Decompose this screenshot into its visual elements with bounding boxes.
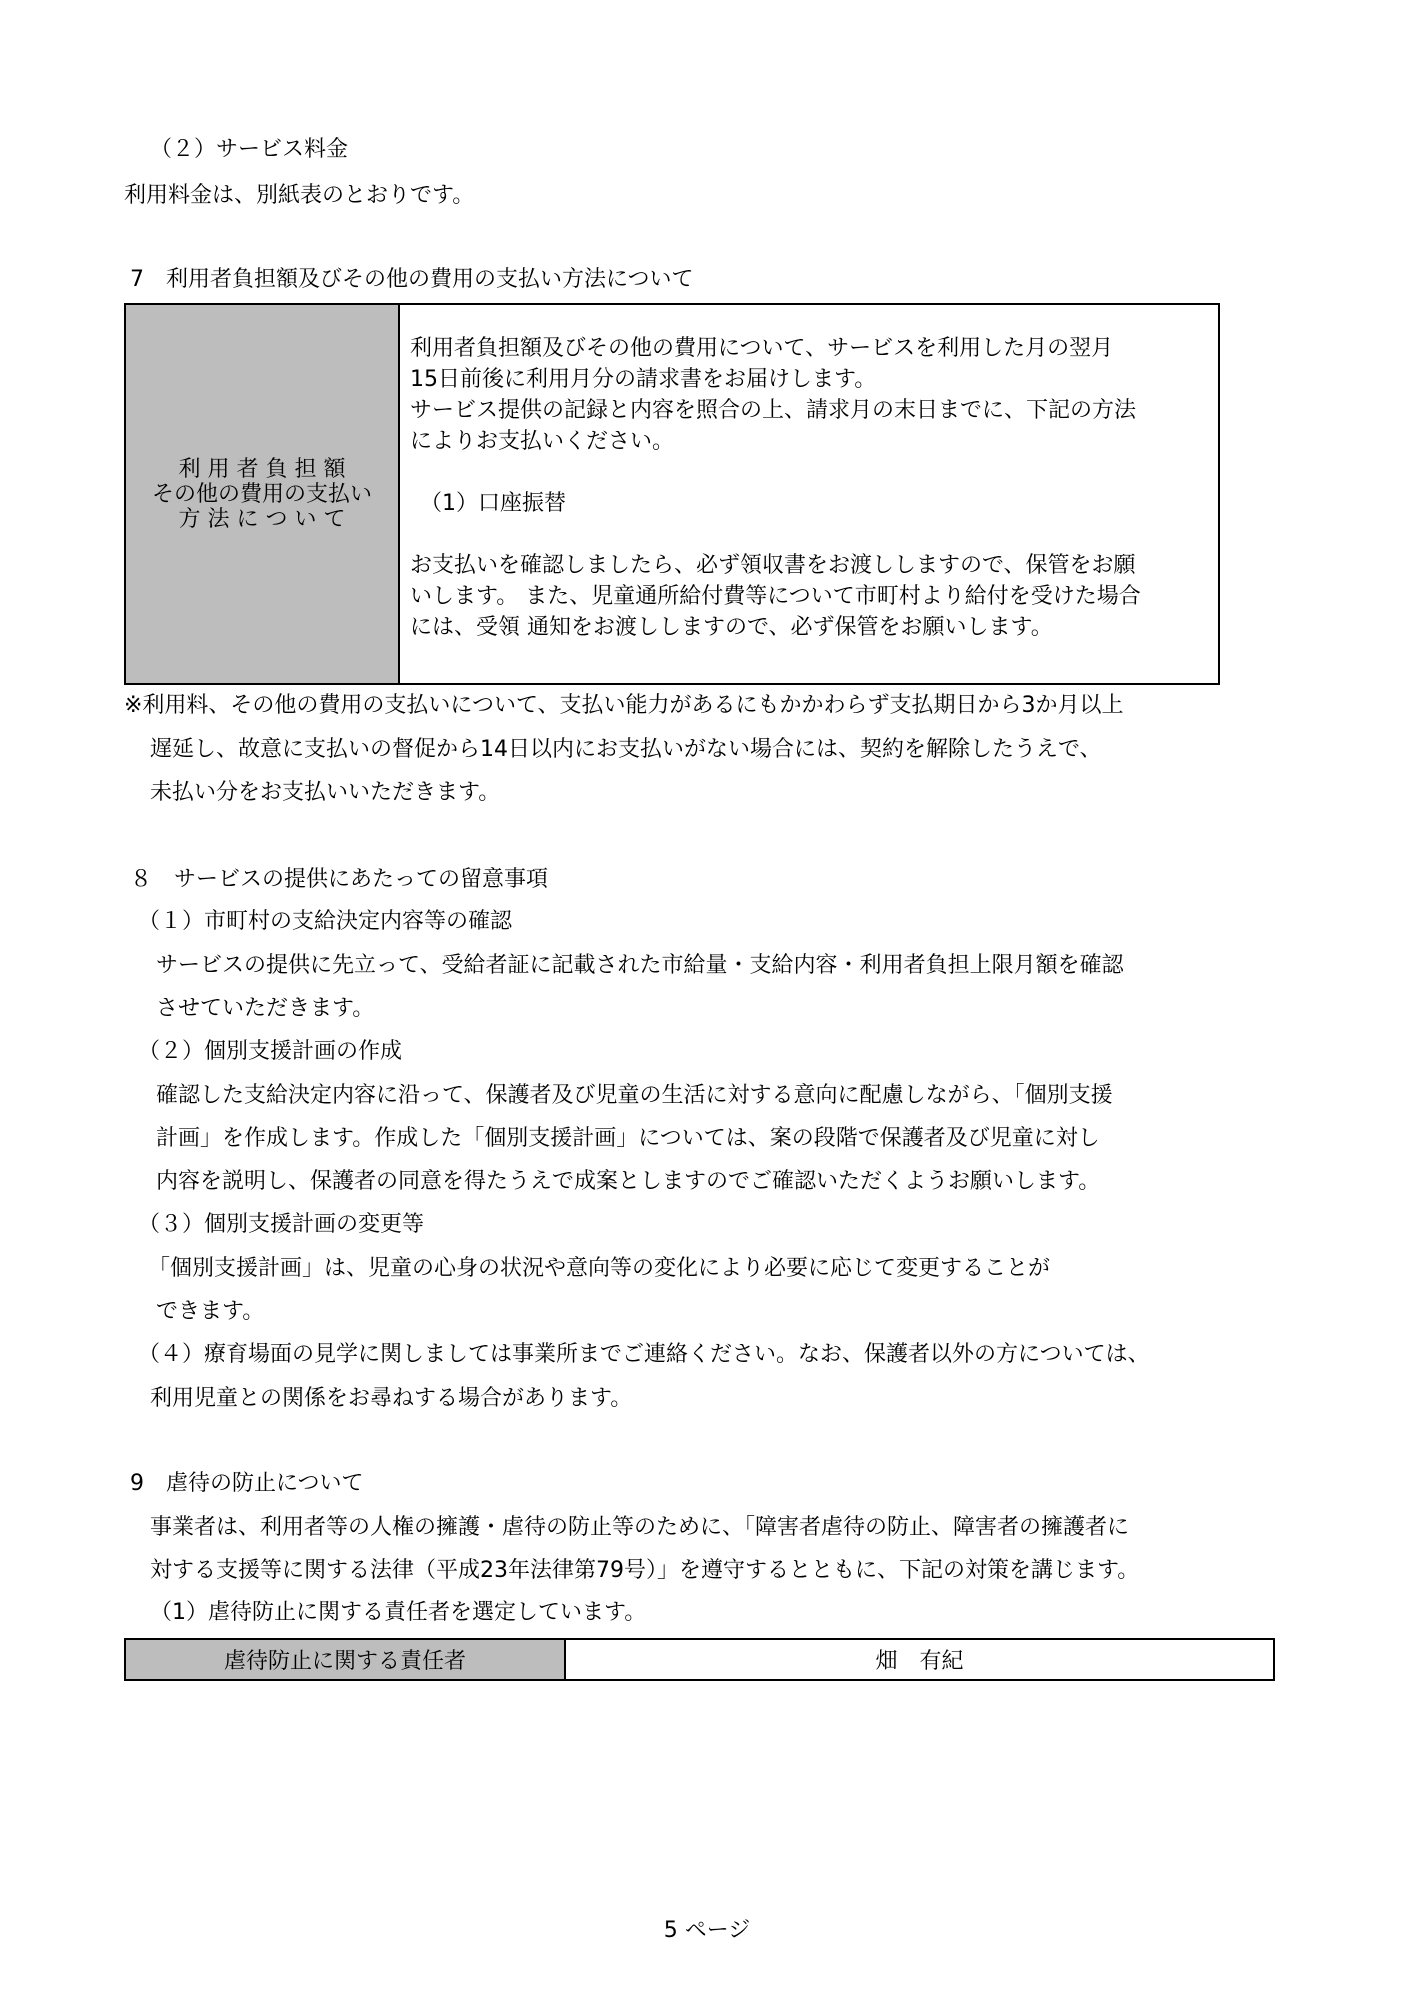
table-text-line: お支払いを確認しましたら、必ず領収書をお渡ししますので、保管をお願 [410, 553, 1136, 578]
responsible-person-name: 畑 有紀 [565, 1639, 1274, 1680]
section-heading-7: 7 利用者負担額及びその他の費用の支払い方法について [130, 267, 694, 292]
responsible-person-label: 虐待防止に関する責任者 [125, 1639, 565, 1680]
table-header-line: その他の費用の支払い [151, 481, 372, 507]
section-heading-8: ８ サービスの提供にあたっての留意事項 [130, 867, 549, 892]
paragraph: させていただきます。 [156, 996, 375, 1021]
paragraph: 計画」を作成します。作成した「個別支援計画」については、案の段階で保護者及び児童に対し [156, 1126, 1100, 1151]
payment-table-body [399, 304, 1219, 684]
table-header-line: 利 用 者 負 担 額 [178, 456, 346, 482]
table-text-line: 利用者負担額及びその他の費用について、サービスを利用した月の翌月 [410, 336, 1114, 361]
subsection-heading: （３）個別支援計画の変更等 [138, 1212, 425, 1237]
payment-table-header [125, 304, 399, 684]
table-header-line: 方 法 に つ い て [178, 506, 346, 532]
responsible-person-table [124, 1638, 1275, 1681]
paragraph: サービスの提供に先立って、受給者証に記載された市給量・支給内容・利用者負担上限月額を確認 [156, 953, 1124, 978]
section-heading-service-fee: （２）サービス料金 [150, 137, 349, 162]
paragraph: 利用児童との関係をお尋ねする場合があります。 [150, 1386, 633, 1411]
paragraph: 事業者は、利用者等の人権の擁護・虐待の防止等のために、「障害者虐待の防止、障害者の擁護者に [150, 1515, 1130, 1540]
paragraph: 「個別支援計画」は、児童の心身の状況や意向等の変化により必要に応じて変更することが [148, 1256, 1051, 1281]
payment-method-table [124, 303, 1220, 685]
note-line: 遅延し、故意に支払いの督促から14日以内にお支払いがない場合には、契約を解除したうえで、 [150, 737, 1102, 762]
subsection-heading: （４）療育場面の見学に関しましては事業所までご連絡ください。なお、保護者以外の方については、 [138, 1342, 1150, 1367]
table-text-line: サービス提供の記録と内容を照合の上、請求月の末日までに、下記の方法 [410, 398, 1137, 423]
table-text-line: いします。 また、児童通所給付費等について市町村より給付を受けた場合 [410, 584, 1141, 609]
table-text-line: 15日前後に利用月分の請求書をお届けします。 [410, 367, 877, 392]
subsection-heading: （２）個別支援計画の作成 [138, 1039, 403, 1064]
section-heading-9: 9 虐待の防止について [130, 1471, 364, 1496]
subsection-heading: （1）虐待防止に関する責任者を選定しています。 [150, 1600, 647, 1625]
note-line: 未払い分をお支払いいただきます。 [150, 780, 501, 805]
subsection-heading: （１）市町村の支給決定内容等の確認 [138, 909, 513, 934]
table-text-line: には、受領 通知をお渡ししますので、必ず保管をお願いします。 [410, 615, 1053, 640]
table-text-line: （1）口座振替 [420, 491, 566, 516]
note-line: ※利用料、その他の費用の支払いについて、支払い能力があるにもかかわらず支払期日から3か月以上 [124, 693, 1124, 718]
paragraph: 対する支援等に関する法律（平成23年法律第79号）」を遵守するとともに、下記の対策を講じます。 [150, 1558, 1140, 1583]
paragraph: できます。 [156, 1299, 265, 1324]
page-number: 5 ページ [663, 1918, 751, 1943]
paragraph: 内容を説明し、保護者の同意を得たうえで成案としますのでご確認いただくようお願いします。 [156, 1169, 1101, 1194]
table-text-line: によりお支払いください。 [410, 429, 675, 454]
paragraph: 確認した支給決定内容に沿って、保護者及び児童の生活に対する意向に配慮しながら、「個別支援 [156, 1083, 1113, 1108]
paragraph: 利用料金は、別紙表のとおりです。 [124, 183, 475, 208]
